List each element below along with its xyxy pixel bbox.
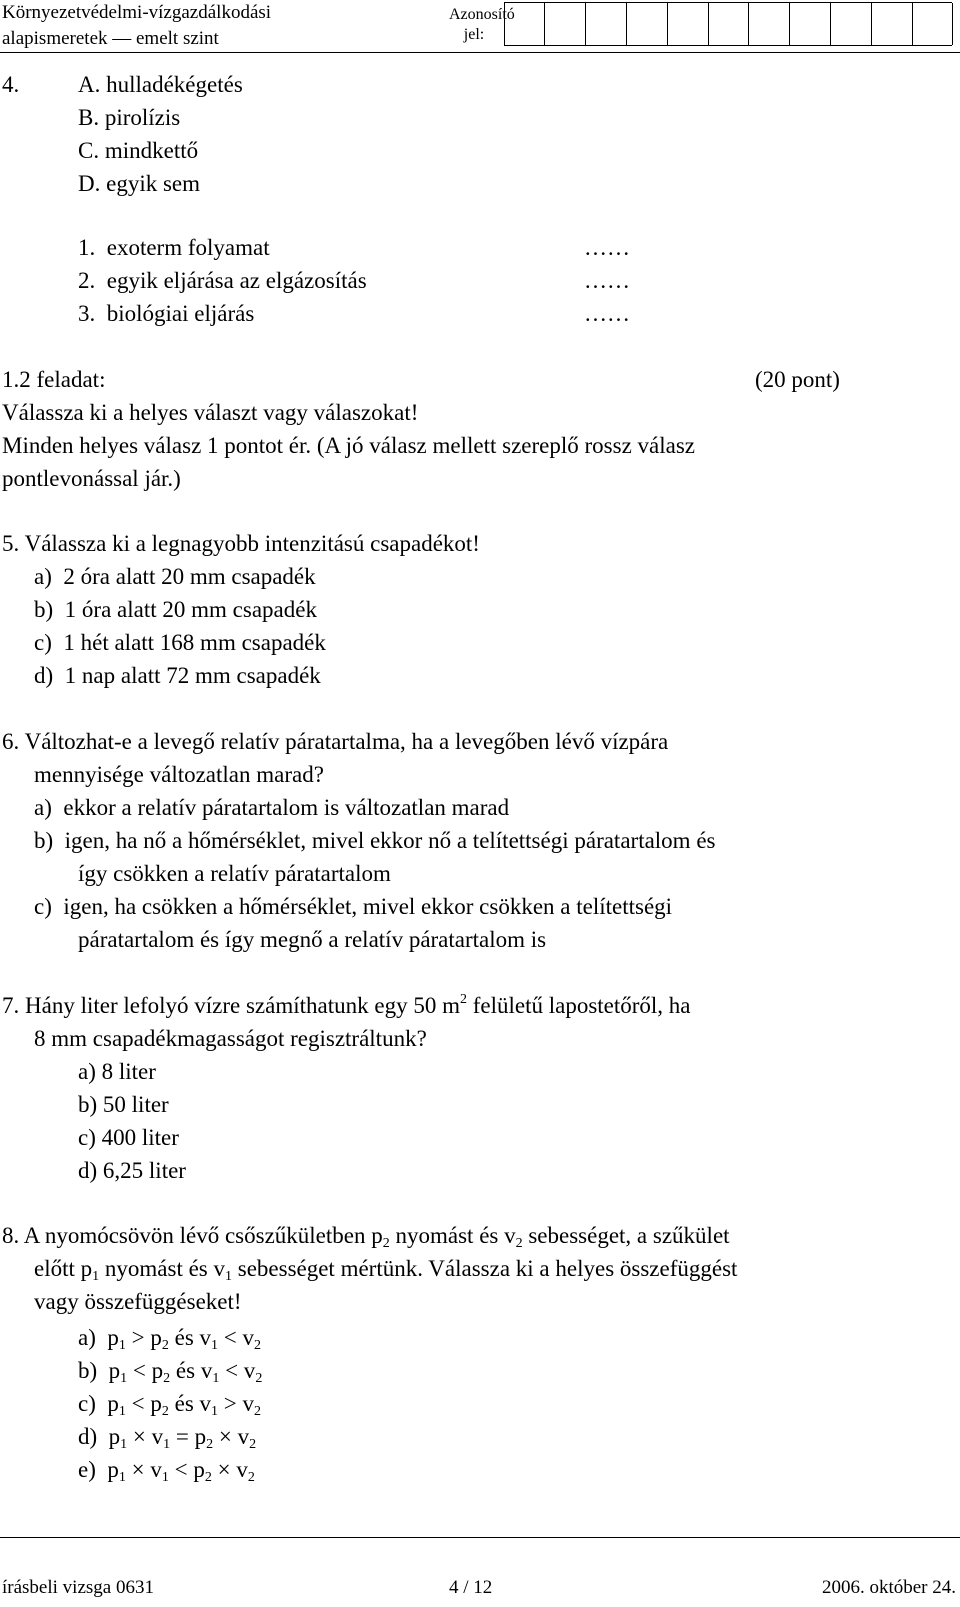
answer-text: × v xyxy=(211,1457,248,1482)
subscript: 1 xyxy=(211,1404,219,1419)
answer-letter: c) xyxy=(34,630,52,655)
answer-text: 400 liter xyxy=(101,1125,179,1150)
q8-answer-a[interactable] xyxy=(78,1321,261,1354)
answer-letter: a) xyxy=(78,1059,96,1084)
answer-text: × v xyxy=(125,1457,162,1482)
answer-letter: a) xyxy=(78,1325,96,1350)
answer-text: < p xyxy=(125,1391,162,1416)
id-box[interactable] xyxy=(586,3,627,45)
q8-question-line2 xyxy=(34,1252,737,1285)
q8-question-line1 xyxy=(2,1219,730,1252)
subscript: 2 xyxy=(161,1338,169,1353)
answer-letter: b) xyxy=(34,597,54,622)
answer-text: × v xyxy=(127,1424,164,1449)
q5-question: 5. Válassza ki a legnagyobb intenzitású csapadékot! xyxy=(2,531,480,556)
answer-text: 2 óra alatt 20 mm csapadék xyxy=(63,564,316,589)
answer-text: ekkor a relatív páratartalom is változatlan marad xyxy=(63,795,510,820)
answer-text: 1 nap alatt 72 mm csapadék xyxy=(64,663,321,688)
answer-text: és v xyxy=(170,1358,213,1383)
answer-text: 6,25 liter xyxy=(102,1158,186,1183)
subscript: 2 xyxy=(206,1437,214,1452)
answer-text: p xyxy=(107,1391,119,1416)
subscript: 1 xyxy=(118,1404,126,1419)
q8-text: sebességet, a szűkület xyxy=(522,1223,730,1248)
answer-letter: c) xyxy=(78,1391,96,1416)
q8-text: 8. A nyomócsövön lévő csőszűkületben p xyxy=(2,1223,383,1248)
subscript: 2 xyxy=(247,1470,255,1485)
id-box[interactable] xyxy=(872,3,913,45)
id-box[interactable] xyxy=(505,3,545,45)
subscript: 1 xyxy=(225,1269,232,1284)
id-box[interactable] xyxy=(545,3,586,45)
answer-letter: c) xyxy=(34,894,52,919)
subscript: 2 xyxy=(254,1338,262,1353)
subscript: 1 xyxy=(118,1338,126,1353)
answer-letter: d) xyxy=(78,1424,98,1449)
answer-letter: d) xyxy=(78,1158,98,1183)
answer-text: igen, ha csökken a hőmérséklet, mivel ekkor csökken a telítettségi xyxy=(63,894,673,919)
answer-letter: c) xyxy=(78,1125,96,1150)
task-instruction-2: Minden helyes válasz 1 pontot ér. (A jó válasz mellett szereplő rossz válasz xyxy=(2,433,695,458)
q8-question-line3: vagy összefüggéseket! xyxy=(34,1289,242,1314)
subscript: 1 xyxy=(92,1269,100,1284)
q4-number: 4. xyxy=(2,72,20,97)
q4-statement-1 xyxy=(78,231,270,264)
q4-option-a: A. hulladékégetés xyxy=(78,72,243,97)
answer-text: p xyxy=(107,1325,119,1350)
q4-option-c: C. mindkettő xyxy=(78,138,199,163)
q4-answer-blank-3[interactable]: …… xyxy=(584,301,630,326)
subscript: 2 xyxy=(163,1371,171,1386)
answer-text: < v xyxy=(218,1325,255,1350)
id-code-boxes[interactable] xyxy=(504,2,952,46)
statement-number: 1. xyxy=(78,235,96,260)
subscript: 1 xyxy=(120,1437,128,1452)
id-box[interactable] xyxy=(709,3,749,45)
q8-answer-e[interactable] xyxy=(78,1453,255,1486)
id-box[interactable] xyxy=(627,3,668,45)
id-box[interactable] xyxy=(831,3,872,45)
answer-text: és v xyxy=(168,1391,212,1416)
q4-statement-3 xyxy=(78,297,254,330)
answer-text: 8 liter xyxy=(101,1059,156,1084)
answer-text: × v xyxy=(213,1424,250,1449)
q5-answer-b[interactable] xyxy=(34,593,317,626)
id-label-line1: Azonosító xyxy=(449,6,515,23)
q8-answer-d[interactable] xyxy=(78,1420,256,1453)
q8-text: nyomást és v xyxy=(389,1223,516,1248)
id-box[interactable] xyxy=(790,3,831,45)
q4-option-b: B. pirolízis xyxy=(78,105,181,130)
answer-text: < v xyxy=(219,1358,256,1383)
task-title: 1.2 feladat: xyxy=(2,367,106,392)
q4-statement-2 xyxy=(78,264,367,297)
q4-option-d: D. egyik sem xyxy=(78,171,201,196)
answer-text: 1 hét alatt 168 mm csapadék xyxy=(63,630,326,655)
answer-text: és v xyxy=(168,1325,212,1350)
header-subject-line1: Környezetvédelmi-vízgazdálkodási xyxy=(2,2,272,23)
subscript: 1 xyxy=(120,1371,128,1386)
subscript: 1 xyxy=(212,1371,220,1386)
q7-text: 7. Hány liter lefolyó vízre számíthatunk egy 50 m xyxy=(2,993,460,1018)
answer-text: p xyxy=(108,1424,121,1449)
q7-answer-b[interactable] xyxy=(78,1088,169,1121)
id-box[interactable] xyxy=(913,3,953,45)
q5-answer-d[interactable] xyxy=(34,659,321,692)
subscript: 2 xyxy=(515,1236,523,1251)
q7-text: felületű lapostetőről, ha xyxy=(466,993,691,1018)
subscript: 1 xyxy=(163,1437,171,1452)
q7-answer-c[interactable] xyxy=(78,1121,179,1154)
answer-text: < p xyxy=(168,1457,205,1482)
q7-question-line1 xyxy=(2,989,691,1022)
q6-answer-c-cont: páratartalom és így megnő a relatív páratartalom is xyxy=(78,927,547,952)
q8-text: sebességet mértünk. Válassza ki a helyes összefüggést xyxy=(232,1256,738,1281)
answer-letter: b) xyxy=(34,828,54,853)
answer-text: 50 liter xyxy=(102,1092,169,1117)
q4-answer-blank-2[interactable]: …… xyxy=(584,268,630,293)
subscript: 1 xyxy=(118,1470,126,1485)
q7-answer-a[interactable] xyxy=(78,1055,156,1088)
statement-text: exoterm folyamat xyxy=(106,235,270,260)
answer-letter: a) xyxy=(34,795,52,820)
answer-text: p xyxy=(108,1358,121,1383)
subscript: 2 xyxy=(254,1404,262,1419)
subscript: 1 xyxy=(161,1470,169,1485)
footer-page-number: 4 / 12 xyxy=(449,1577,493,1598)
q8-answer-b[interactable] xyxy=(78,1354,262,1387)
q5-answer-a[interactable] xyxy=(34,560,316,593)
task-instruction-1: Válassza ki a helyes választ vagy válaszokat! xyxy=(2,400,419,425)
q6-answer-b[interactable] xyxy=(34,824,715,857)
q8-answer-c[interactable] xyxy=(78,1387,261,1420)
answer-text: igen, ha nő a hőmérséklet, mivel ekkor nő a telítettségi páratartalom és xyxy=(64,828,716,853)
q8-text: előtt p xyxy=(34,1256,93,1281)
task-points: (20 pont) xyxy=(755,367,840,392)
header-rule xyxy=(0,52,960,53)
statement-text: egyik eljárása az elgázosítás xyxy=(106,268,367,293)
footer-rule xyxy=(0,1537,960,1538)
answer-text: = p xyxy=(170,1424,207,1449)
answer-letter: a) xyxy=(34,564,52,589)
answer-text: < p xyxy=(127,1358,164,1383)
q6-question-line1: 6. Változhat-e a levegő relatív páratartalma, ha a levegőben lévő vízpára xyxy=(2,729,669,754)
statement-text: biológiai eljárás xyxy=(106,301,255,326)
answer-letter: e) xyxy=(78,1457,96,1482)
superscript: 2 xyxy=(459,992,467,1007)
statement-number: 3. xyxy=(78,301,96,326)
id-label xyxy=(449,5,515,45)
subscript: 2 xyxy=(161,1404,169,1419)
q4-answer-blank-1[interactable]: …… xyxy=(584,235,630,260)
statement-number: 2. xyxy=(78,268,96,293)
q5-answer-c[interactable] xyxy=(34,626,326,659)
q8-text: nyomást és v xyxy=(99,1256,225,1281)
subscript: 2 xyxy=(255,1371,263,1386)
answer-text: 1 óra alatt 20 mm csapadék xyxy=(64,597,317,622)
footer-date: 2006. október 24. xyxy=(821,1577,956,1598)
task-instruction-3: pontlevonással jár.) xyxy=(2,466,181,491)
q7-question-line2: 8 mm csapadékmagasságot regisztráltunk? xyxy=(34,1026,427,1051)
id-label-line2: jel: xyxy=(463,26,485,43)
answer-letter: d) xyxy=(34,663,54,688)
answer-text: p xyxy=(107,1457,119,1482)
q6-answer-c[interactable] xyxy=(34,890,672,923)
subscript: 2 xyxy=(204,1470,212,1485)
id-box[interactable] xyxy=(749,3,790,45)
answer-text: > p xyxy=(125,1325,162,1350)
header-subject-line2: alapismeretek — emelt szint xyxy=(2,28,219,49)
footer-exam-code: írásbeli vizsga 0631 xyxy=(2,1577,154,1598)
subscript: 2 xyxy=(382,1236,390,1251)
q6-answer-b-cont: így csökken a relatív páratartalom xyxy=(78,861,391,886)
answer-text: > v xyxy=(218,1391,255,1416)
q6-answer-a[interactable] xyxy=(34,791,509,824)
answer-letter: b) xyxy=(78,1092,98,1117)
q6-question-line2: mennyisége változatlan marad? xyxy=(34,762,324,787)
id-box[interactable] xyxy=(668,3,709,45)
subscript: 1 xyxy=(211,1338,219,1353)
answer-letter: b) xyxy=(78,1358,98,1383)
subscript: 2 xyxy=(249,1437,257,1452)
q7-answer-d[interactable] xyxy=(78,1154,186,1187)
